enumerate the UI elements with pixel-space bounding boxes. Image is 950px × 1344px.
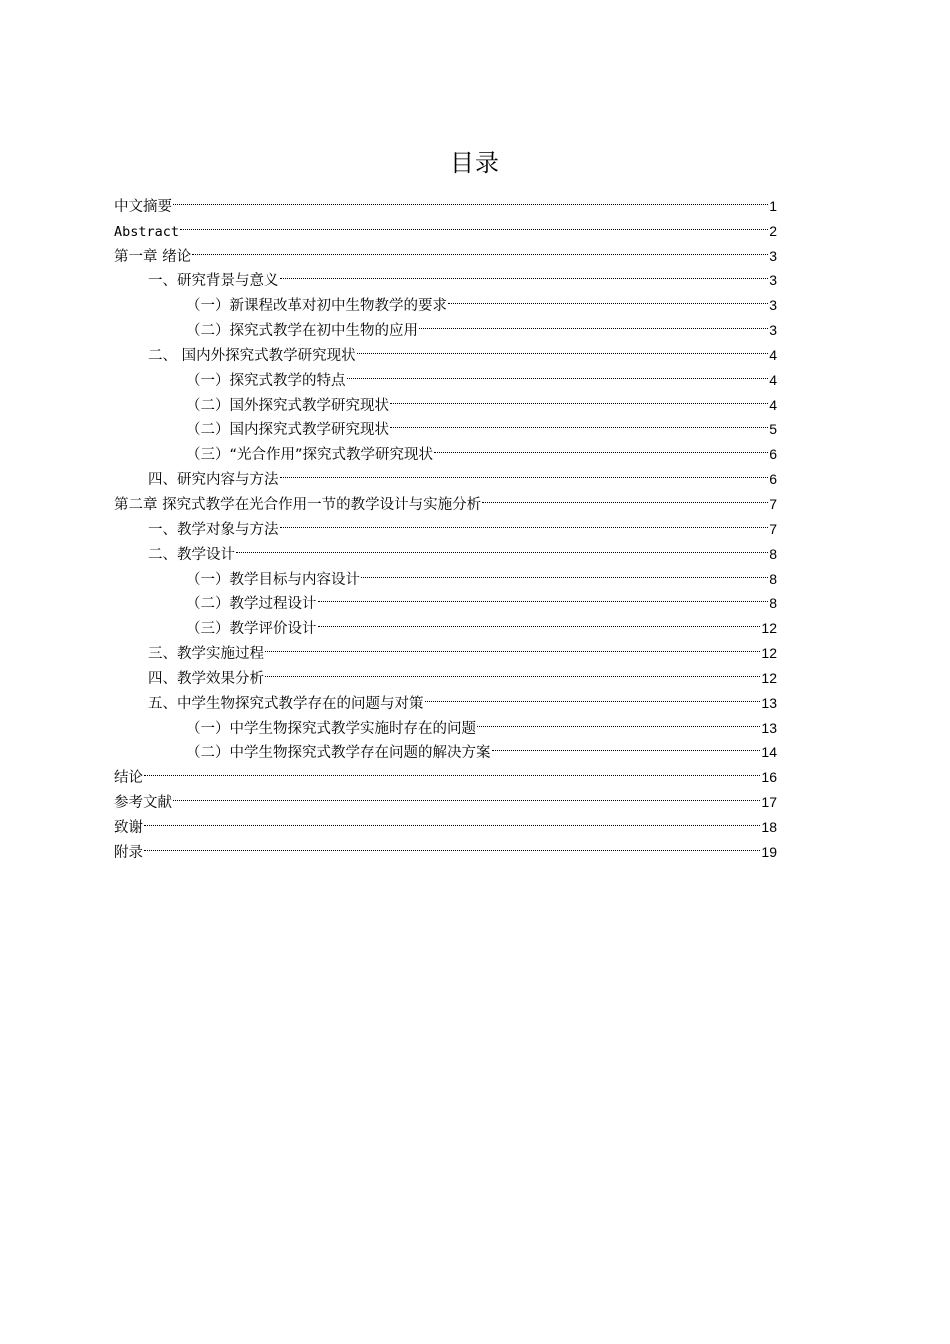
toc-dot-leader xyxy=(236,534,768,559)
toc-entry-label: （一）探究式教学的特点 xyxy=(186,372,346,389)
toc-entry-label: （一）教学目标与内容设计 xyxy=(186,571,360,588)
toc-entry-label: 三、教学实施过程 xyxy=(148,646,264,663)
toc-entry-page-number: 2 xyxy=(769,222,777,239)
toc-entry-page-number: 7 xyxy=(769,520,777,537)
toc-entry-page-number: 1 xyxy=(769,197,777,214)
toc-dot-leader xyxy=(482,484,768,509)
toc-list xyxy=(114,186,777,861)
toc-dot-leader xyxy=(144,807,760,832)
toc-entry-page-number: 8 xyxy=(769,545,777,562)
toc-entry-page-number: 4 xyxy=(769,371,777,388)
toc-title: 目录 xyxy=(450,149,500,177)
toc-entry-page-number: 7 xyxy=(769,495,777,512)
toc-entry-label: 五、中学生物探究式教学存在的问题与对策 xyxy=(148,695,424,712)
toc-entry-page-number: 16 xyxy=(761,769,777,786)
toc-entry-page-number: 3 xyxy=(769,247,777,264)
toc-dot-leader xyxy=(434,434,768,459)
toc-dot-leader xyxy=(361,559,768,584)
toc-entry-page-number: 8 xyxy=(769,595,777,612)
toc-entry-label: Abstract xyxy=(114,223,180,240)
toc-entry[interactable] xyxy=(114,807,777,836)
toc-entry[interactable] xyxy=(114,211,777,240)
toc-entry-page-number: 3 xyxy=(769,322,777,339)
toc-dot-leader xyxy=(318,608,761,633)
toc-dot-leader xyxy=(280,459,769,484)
toc-dot-leader xyxy=(425,683,761,708)
toc-entry-page-number: 3 xyxy=(769,272,777,289)
toc-entry[interactable] xyxy=(114,261,777,290)
toc-entry-label: （三）教学评价设计 xyxy=(186,621,317,638)
toc-entry-label: 中文摘要 xyxy=(114,198,172,215)
toc-entry-page-number: 6 xyxy=(769,471,777,488)
toc-entry-label: 第二章 探究式教学在光合作用一节的教学设计与实施分析 xyxy=(114,496,482,513)
toc-entry-label: 四、研究内容与方法 xyxy=(148,472,279,489)
toc-entry-label: （一）新课程改革对初中生物教学的要求 xyxy=(186,298,447,315)
toc-dot-leader xyxy=(180,211,768,236)
toc-entry-label: 二、 国内外探究式教学研究现状 xyxy=(148,347,356,364)
toc-entry-label: 第一章 绪论 xyxy=(114,248,192,265)
toc-dot-leader xyxy=(265,658,760,683)
toc-entry[interactable] xyxy=(114,186,777,215)
toc-entry-page-number: 12 xyxy=(761,645,777,662)
toc-entry[interactable] xyxy=(114,782,777,812)
toc-dot-leader xyxy=(280,261,769,286)
toc-entry-label: 结论 xyxy=(114,770,143,787)
toc-entry-label: 一、研究背景与意义 xyxy=(148,273,279,290)
toc-dot-leader xyxy=(492,733,761,758)
toc-entry-page-number: 13 xyxy=(761,694,777,711)
toc-entry-page-number: 6 xyxy=(769,446,777,463)
toc-entry-page-number: 5 xyxy=(769,421,777,438)
toc-dot-leader xyxy=(280,509,769,534)
toc-dot-leader xyxy=(477,708,760,733)
toc-entry-label: 二、教学设计 xyxy=(148,546,235,563)
toc-entry-page-number: 17 xyxy=(761,794,777,811)
toc-entry-label: （一）中学生物探究式教学实施时存在的问题 xyxy=(186,720,476,737)
toc-entry-label: （三）“光合作用”探究式教学研究现状 xyxy=(186,447,434,464)
toc-entry-label: 四、教学效果分析 xyxy=(148,670,264,687)
toc-entry[interactable] xyxy=(114,832,777,861)
toc-dot-leader xyxy=(192,236,768,261)
toc-dot-leader xyxy=(173,186,768,211)
toc-dot-leader xyxy=(144,832,760,857)
toc-dot-leader xyxy=(318,584,769,609)
toc-entry-page-number: 8 xyxy=(769,570,777,587)
toc-entry[interactable] xyxy=(114,236,777,265)
toc-entry[interactable] xyxy=(114,757,777,787)
toc-dot-leader xyxy=(144,757,760,782)
toc-entry-page-number: 19 xyxy=(761,843,777,860)
toc-dot-leader xyxy=(347,360,769,385)
toc-dot-leader xyxy=(419,310,768,335)
toc-entry-label: 参考文献 xyxy=(114,795,172,812)
toc-dot-leader xyxy=(265,633,760,658)
toc-dot-leader xyxy=(357,335,769,360)
toc-entry-page-number: 4 xyxy=(769,396,777,413)
toc-entry-label: 附录 xyxy=(114,844,143,861)
toc-entry-label: 致谢 xyxy=(114,819,143,836)
toc-entry-label: （二）探究式教学在初中生物的应用 xyxy=(186,323,418,340)
toc-entry-page-number: 3 xyxy=(769,297,777,314)
toc-entry-label: （二）国外探究式教学研究现状 xyxy=(186,397,389,414)
toc-dot-leader xyxy=(390,410,768,435)
toc-entry-page-number: 12 xyxy=(761,669,777,686)
toc-entry-label: （二）国内探究式教学研究现状 xyxy=(186,422,389,439)
toc-entry-page-number: 13 xyxy=(761,719,777,736)
toc-entry-page-number: 4 xyxy=(769,346,777,363)
toc-entry-label: 一、教学对象与方法 xyxy=(148,521,279,538)
toc-entry-page-number: 14 xyxy=(761,744,777,761)
toc-dot-leader xyxy=(173,782,760,807)
toc-entry-label: （二）教学过程设计 xyxy=(186,596,317,613)
toc-entry-label: （二）中学生物探究式教学存在问题的解决方案 xyxy=(186,745,491,762)
toc-dot-leader xyxy=(448,285,768,310)
toc-entry-page-number: 18 xyxy=(761,818,777,835)
toc-dot-leader xyxy=(390,385,768,410)
toc-entry-page-number: 12 xyxy=(761,620,777,637)
